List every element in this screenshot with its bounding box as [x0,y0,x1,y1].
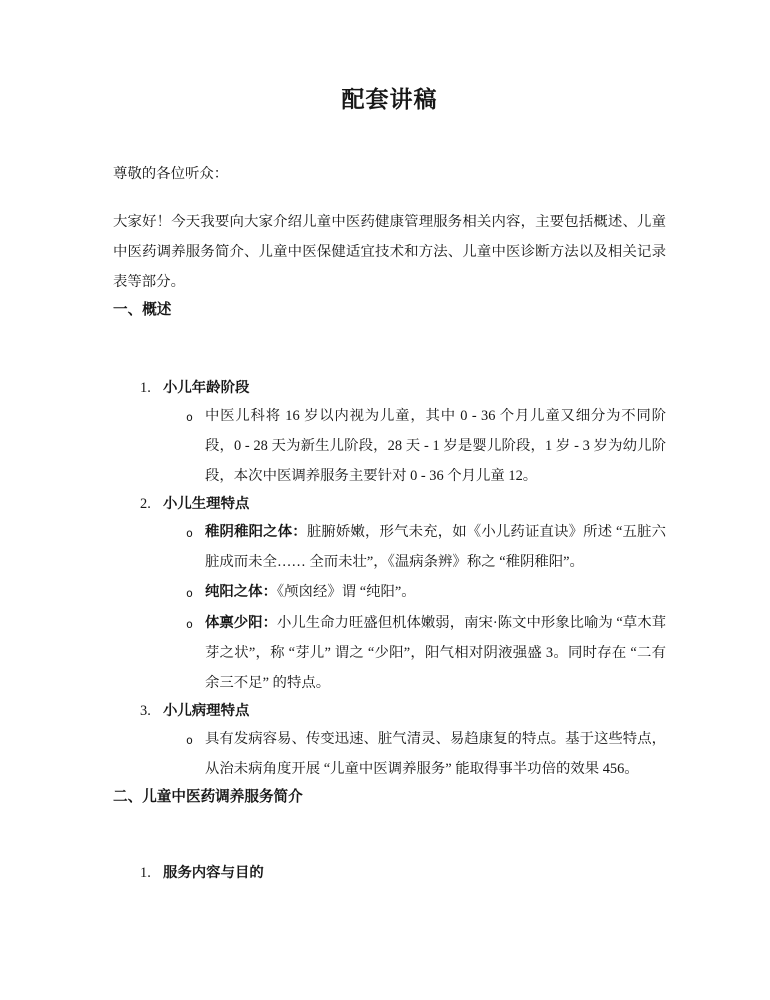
bullet-body-text: 小儿生命力旺盛但机体嫩弱，南宋·陈文中形象比喻为 “草木茸芽之状”，称 “芽儿” 谓之 “少阳”，阳气相对阴液强盛 3。同时存在 “二有余三不足” 的特点。 [205,615,666,691]
circle-bullet-marker: o [186,617,193,631]
bullet-item [186,401,666,491]
circle-bullet-marker: o [186,410,193,424]
section-heading-service-intro: 二、儿童中医药调养服务简介 [113,789,303,805]
list-item-label: 小儿生理特点 [163,496,250,512]
salutation-line: 尊敬的各位听众： [113,166,229,182]
bullet-item [186,724,666,784]
circle-bullet-marker: o [186,586,193,600]
bullet-paragraph [205,517,666,577]
list-item-service-content [113,860,666,886]
list-item-label: 小儿病理特点 [163,703,250,719]
bullet-lead-text: 纯阳之体： [205,584,277,600]
section-heading-overview: 一、概述 [113,302,172,318]
list-item-heading [140,860,666,886]
bullet-item [186,608,666,698]
bullet-item [186,577,666,608]
list-item-physiology [113,491,666,698]
list-item-pathology [113,698,666,784]
bullet-paragraph [205,724,666,784]
intro-paragraph: 大家好！今天我要向大家介绍儿童中医药健康管理服务相关内容，主要包括概述、儿童中医药调养服务简介、儿童中医保健适宜技术和方法、儿童中医诊断方法以及相关记录表等部分。 [113,214,666,290]
list-item-number: 2. [140,496,151,512]
bullet-body-text: 《颅囟经》谓 “纯阳”。 [276,584,416,600]
bullet-item [186,517,666,577]
list-item-number: 3. [140,703,151,719]
bullet-paragraph [205,608,666,698]
bullet-body-text: 具有发病容易、传变迅速、脏气清灵、易趋康复的特点。基于这些特点，从治未病角度开展 “儿童中医调养服务” 能取得事半功倍的效果 456。 [205,731,666,777]
document-title: 配套讲稿 [341,87,438,112]
numbered-list-overview [113,375,666,784]
bullet-paragraph [205,401,666,491]
numbered-list-service [113,860,666,886]
list-item-heading [140,698,666,724]
list-item-number: 1. [140,380,151,396]
bullet-body-text: 中医儿科将 16 岁以内视为儿童，其中 0 - 36 个月儿童又细分为不同阶段，0 - 28 天为新生儿阶段，28 天 - 1 岁是婴儿阶段，1 岁 - 3 岁为幼儿阶段，本次中医调养服务主要针对 0 - 36 个月儿童 12。 [205,408,666,484]
list-item-heading [140,375,666,401]
list-item-label: 小儿年龄阶段 [163,380,250,396]
circle-bullet-marker: o [186,733,193,747]
circle-bullet-marker: o [186,526,193,540]
bullet-lead-text: 稚阴稚阳之体： [205,524,307,540]
list-item-heading [140,491,666,517]
list-item-label: 服务内容与目的 [163,865,264,881]
list-item-number: 1. [140,865,151,881]
bullet-paragraph [205,577,666,608]
bullet-lead-text: 体禀少阳： [205,615,277,631]
list-item-age-stages [113,375,666,491]
bullet-body-text: 脏腑娇嫩，形气未充，如《小儿药证直诀》所述 “五脏六脏成而未全…… 全而未壮”，《温病条辨》称之 “稚阴稚阳”。 [205,524,666,570]
